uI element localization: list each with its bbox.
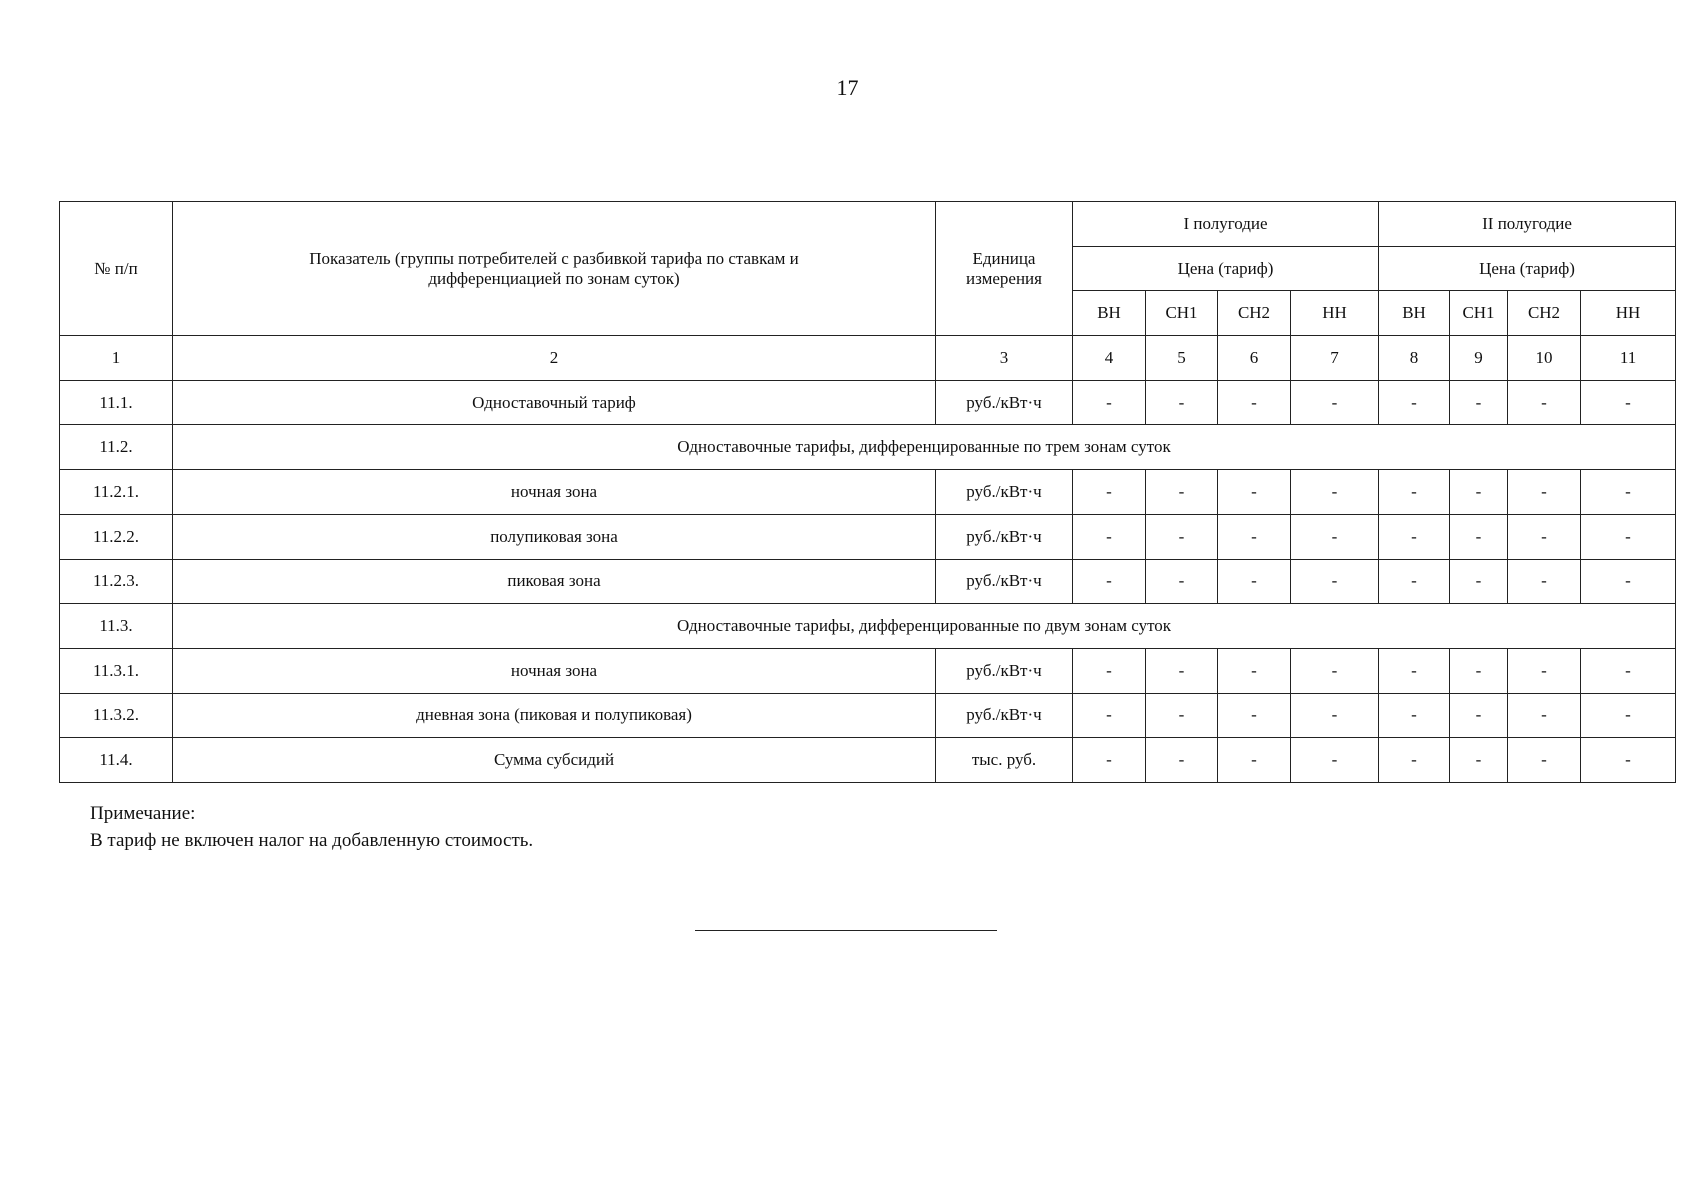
row-value: - <box>1073 514 1146 559</box>
row-value: - <box>1379 514 1450 559</box>
header-level-2-1: ВН <box>1379 291 1450 336</box>
row-value: - <box>1450 648 1508 693</box>
column-number: 2 <box>173 336 936 381</box>
header-level-1-3: СН2 <box>1218 291 1291 336</box>
row-value: - <box>1508 380 1581 425</box>
row-value: - <box>1146 380 1218 425</box>
row-name: дневная зона (пиковая и полупиковая) <box>173 693 936 738</box>
row-value: - <box>1581 559 1676 604</box>
column-number: 1 <box>60 336 173 381</box>
row-value: - <box>1450 559 1508 604</box>
row-name: Одноставочный тариф <box>173 380 936 425</box>
table-row <box>60 514 1676 559</box>
row-number: 11.2.2. <box>60 514 173 559</box>
row-value: - <box>1581 514 1676 559</box>
column-number: 4 <box>1073 336 1146 381</box>
row-value: - <box>1146 738 1218 783</box>
row-name: ночная зона <box>173 648 936 693</box>
row-value: - <box>1146 514 1218 559</box>
column-number: 7 <box>1291 336 1379 381</box>
row-value: - <box>1218 559 1291 604</box>
column-number: 5 <box>1146 336 1218 381</box>
row-unit: руб./кВт·ч <box>936 380 1073 425</box>
header-unit: Единица измерения <box>936 202 1073 336</box>
header-level-2-4: НН <box>1581 291 1676 336</box>
column-number: 9 <box>1450 336 1508 381</box>
row-value: - <box>1450 693 1508 738</box>
row-value: - <box>1379 693 1450 738</box>
header-level-1-2: СН1 <box>1146 291 1218 336</box>
end-divider <box>695 930 997 931</box>
section-row <box>60 604 1676 649</box>
row-name: Сумма субсидий <box>173 738 936 783</box>
row-value: - <box>1218 738 1291 783</box>
row-value: - <box>1291 559 1379 604</box>
row-unit: тыс. руб. <box>936 738 1073 783</box>
table-row <box>60 380 1676 425</box>
row-name: Одноставочные тарифы, дифференцированные по двум зонам суток <box>173 604 1676 649</box>
header-level-2-2: СН1 <box>1450 291 1508 336</box>
row-value: - <box>1073 648 1146 693</box>
row-name: полупиковая зона <box>173 514 936 559</box>
row-value: - <box>1291 738 1379 783</box>
row-value: - <box>1450 738 1508 783</box>
header-price-1: Цена (тариф) <box>1073 246 1379 291</box>
table-row <box>60 738 1676 783</box>
row-value: - <box>1379 738 1450 783</box>
table-row <box>60 559 1676 604</box>
row-value: - <box>1073 380 1146 425</box>
column-number: 6 <box>1218 336 1291 381</box>
row-value: - <box>1218 648 1291 693</box>
row-value: - <box>1146 559 1218 604</box>
row-unit: руб./кВт·ч <box>936 470 1073 515</box>
row-value: - <box>1146 693 1218 738</box>
header-level-1-1: ВН <box>1073 291 1146 336</box>
header-indicator: Показатель (группы потребителей с разбивкой тарифа по ставкам и дифференциацией по зонам суток) <box>173 202 936 336</box>
row-value: - <box>1508 514 1581 559</box>
header-level-2-3: СН2 <box>1508 291 1581 336</box>
row-value: - <box>1581 380 1676 425</box>
row-value: - <box>1379 380 1450 425</box>
row-value: - <box>1508 470 1581 515</box>
row-value: - <box>1073 559 1146 604</box>
row-name: Одноставочные тарифы, дифференцированные по трем зонам суток <box>173 425 1676 470</box>
row-value: - <box>1450 380 1508 425</box>
header-half-2: II полугодие <box>1379 202 1676 247</box>
row-value: - <box>1291 693 1379 738</box>
header-level-1-4: НН <box>1291 291 1379 336</box>
row-number: 11.2.3. <box>60 559 173 604</box>
row-number: 11.3. <box>60 604 173 649</box>
column-number: 8 <box>1379 336 1450 381</box>
row-value: - <box>1379 559 1450 604</box>
table-row <box>60 470 1676 515</box>
row-value: - <box>1450 470 1508 515</box>
row-unit: руб./кВт·ч <box>936 514 1073 559</box>
row-value: - <box>1581 470 1676 515</box>
row-value: - <box>1508 648 1581 693</box>
row-value: - <box>1291 380 1379 425</box>
column-number: 3 <box>936 336 1073 381</box>
row-unit: руб./кВт·ч <box>936 559 1073 604</box>
row-value: - <box>1581 648 1676 693</box>
row-name: пиковая зона <box>173 559 936 604</box>
column-number: 10 <box>1508 336 1581 381</box>
row-value: - <box>1508 693 1581 738</box>
note <box>90 800 533 854</box>
row-value: - <box>1073 470 1146 515</box>
row-value: - <box>1073 693 1146 738</box>
table-row <box>60 648 1676 693</box>
row-value: - <box>1218 514 1291 559</box>
row-value: - <box>1218 693 1291 738</box>
row-number: 11.4. <box>60 738 173 783</box>
row-value: - <box>1218 470 1291 515</box>
row-number: 11.2. <box>60 425 173 470</box>
column-number: 11 <box>1581 336 1676 381</box>
header-num: № п/п <box>60 202 173 336</box>
row-unit: руб./кВт·ч <box>936 648 1073 693</box>
row-name: ночная зона <box>173 470 936 515</box>
row-value: - <box>1146 470 1218 515</box>
row-number: 11.3.1. <box>60 648 173 693</box>
row-number: 11.3.2. <box>60 693 173 738</box>
row-number: 11.2.1. <box>60 470 173 515</box>
row-value: - <box>1291 514 1379 559</box>
row-value: - <box>1146 648 1218 693</box>
row-value: - <box>1581 738 1676 783</box>
row-value: - <box>1508 738 1581 783</box>
header-half-1: I полугодие <box>1073 202 1379 247</box>
tariff-table <box>59 201 1676 783</box>
row-value: - <box>1581 693 1676 738</box>
row-value: - <box>1291 470 1379 515</box>
note-title: Примечание: <box>90 803 196 824</box>
row-value: - <box>1379 470 1450 515</box>
header-price-2: Цена (тариф) <box>1379 246 1676 291</box>
row-value: - <box>1450 514 1508 559</box>
row-number: 11.1. <box>60 380 173 425</box>
row-value: - <box>1291 648 1379 693</box>
row-value: - <box>1218 380 1291 425</box>
row-value: - <box>1073 738 1146 783</box>
table-row <box>60 693 1676 738</box>
page-number: 17 <box>836 75 859 100</box>
section-row <box>60 425 1676 470</box>
row-unit: руб./кВт·ч <box>936 693 1073 738</box>
note-text: В тариф не включен налог на добавленную стоимость. <box>90 830 534 851</box>
row-value: - <box>1508 559 1581 604</box>
row-value: - <box>1379 648 1450 693</box>
